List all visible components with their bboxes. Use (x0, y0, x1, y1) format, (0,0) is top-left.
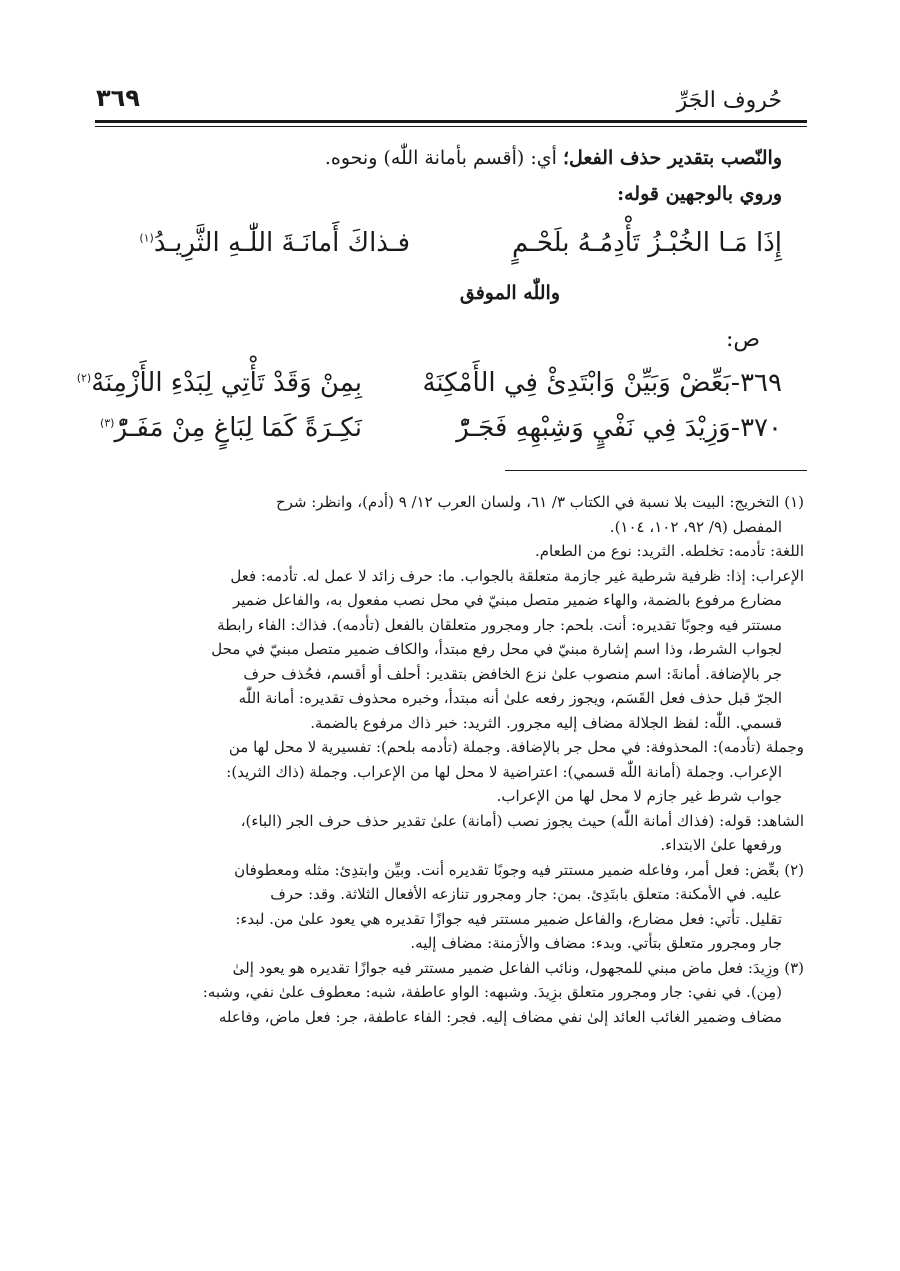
verse-369-first-hemistich: ٣٦٩-بَعِّضْ وَبَيِّنْ وَابْتَدِئْ فِي الأَمْكِنَهْ (422, 368, 782, 398)
fn1-line-a: (١) التخريج: البيت بلا نسبة في الكتاب ٣/ ٦١، ولسان العرب ١٢/ ٩ (أدم)، وانظر: شرح (275, 493, 804, 511)
fn2-line-3: تقليل. تأتي: فعل مضارع، والفاعل ضمير مستتر فيه جوازًا تقديره هي يعود علىٰ من. لبدء: (235, 909, 782, 928)
footnote-ref-3: (٣) (99, 416, 115, 430)
footnote-ref-2: (٢) (76, 371, 92, 385)
shahid-line-1: الشاهد: قوله: (فذاك أمانة اللّٰه) حيث يجوز نصب (أمانة) علىٰ تقدير حذف حرف الجر (الباء)، (240, 811, 804, 830)
fn2-line-1: (٢) بعِّض: فعل أمر، وفاعله ضمير مستتر فيه وجوبًا تقديره أنت. وبيِّن وابتدِئ: مثله ومعطوفان (234, 860, 804, 879)
fn3-line-1: (٣) وزِيدَ: فعل ماض مبني للمجهول، ونائب الفاعل ضمير مستتر فيه جوازًا تقديره هو يعود إلىٰ (232, 958, 804, 977)
body-line-1-bold: والنّصب بتقدير حذف الفعل؛ (562, 147, 782, 169)
footnote-separator (505, 470, 807, 471)
verse-1-second-hemistich: فـذاكَ أَمانَـةَ اللّٰـهِ الثَّرِيـدُ$^{(١)}$ (139, 228, 410, 258)
body-line-1 (325, 147, 782, 169)
verse-369-second-hemistich: بِمِنْ وَقَدْ تَأْتِي لِبَدْءِ الأَزْمِنَهْ$^{(٢)}$ (76, 368, 362, 398)
lugha-line: اللغة: تأدمه: تخلطه. الثريد: نوع من الطعام. (534, 542, 804, 560)
irab-line-1: الإعراب: إذا: ظرفية شرطية غير جازمة متعلقة بالجواب. ما: حرف زائد لا عمل له. تأدمه: فعل (230, 566, 804, 585)
jumla-line-2: الإعراب. وجملة (أمانة اللّٰه قسمي): اعتراضية لا محل لها من الإعراب. وجملة (ذاك الثريد): (226, 762, 782, 781)
page-number: ٣٦٩ (96, 84, 140, 112)
closing-phrase: واللّٰه الموفق (459, 282, 560, 304)
irab-line-6: الجرّ قبل حذف فعل القَسَم، ويجوز رفعه علىٰ أنه مبتدأ، وخبره محذوف تقديره: أمانة اللّٰه (238, 689, 782, 707)
fn1-line-b: المفصل (٩/ ٩٢، ١٠٢، ١٠٤). (609, 517, 782, 536)
footnotes (92, 490, 804, 1029)
irab-line-4: لجواب الشرط، وذا اسم إشارة مبنيّ في محل رفع مبتدأ، والكاف ضمير متصل مبنيّ في محل (211, 640, 782, 658)
fn3-line-3: مضاف وضمير الغائب العائد إلىٰ نفي مضاف إليه. فجر: الفاء عاطفة، جر: فعل ماض، وفاعله (218, 1007, 782, 1026)
irab-line-5: جر بالإضافة. أمانةَ: اسم منصوب علىٰ نزع الخافض بتقدير: أحلف أو أقسم، فحُذف حرف (243, 664, 782, 683)
fn2-line-4: جار ومجرور متعلق بتأتي. وبدء: مضاف والأزمنة: مضاف إليه. (410, 934, 782, 952)
footnote-ref-1: (١) (139, 231, 154, 245)
fn2-line-2: عليه. في الأمكنة: متعلق بابتَدِئ. بمن: جار ومجرور تنازعه الأفعال الثلاثة. وقد: حرف (270, 885, 782, 903)
irab-line-7: قسمي. اللّٰه: لفظ الجلالة مضاف إليه مجرور. الثريد: خبر ذاك مرفوع بالضمة. (310, 713, 782, 732)
header-rule-thick (95, 120, 807, 123)
body-line-1-rest: أي: (أقسم بأمانة اللّٰه) ونحوه. (324, 147, 563, 169)
verse-1-first-hemistich: إِذَا مَـا الخُبْـزُ تَأْدِمُـهُ بلَحْـمٍ (511, 228, 782, 258)
verse-370-second-hemistich: نَكِـرَةً كَمَا لِبَاغٍ مِنْ مَفَـرّْ$^{(٣)}$ (99, 413, 362, 443)
running-header-title: حُروف الجَرِّ (676, 88, 782, 113)
jumla-line-1: وجملة (تأدمه): المحذوفة: في محل جر بالإضافة. وجملة (تأدمه بلحم): تفسيرية لا محل لها من (228, 738, 804, 756)
irab-line-3: مستتر فيه وجوبًا تقديره: أنت. بلحم: جار ومجرور متعلقان بالفعل (تأدمه). فذاك: الفاء رابطة (217, 615, 782, 634)
fn3-line-2: (مِن). في نفي: جار ومجرور متعلق بزِيدَ. وشبهه: الواو عاطفة، شبه: معطوف علىٰ نفي، وشبه: (202, 983, 782, 1001)
irab-line-2: مضارع مرفوع بالضمة، والهاء ضمير متصل مبنيّ في محل نصب مفعول به، والفاعل ضمير (233, 591, 782, 609)
verse-370-first-hemistich: ٣٧٠-وَزِيْدَ فِي نَفْيٍ وَشِبْهِهِ فَجَـرّْ (456, 413, 782, 443)
jumla-line-3: جواب شرط غير جازم لا محل لها من الإعراب. (496, 787, 782, 805)
shahid-line-2: ورفعها علىٰ الابتداء. (660, 836, 782, 854)
body-line-2: وروي بالوجهين قوله: (617, 183, 782, 205)
header-rule-thin (95, 126, 807, 127)
section-marker: ص: (725, 327, 760, 352)
